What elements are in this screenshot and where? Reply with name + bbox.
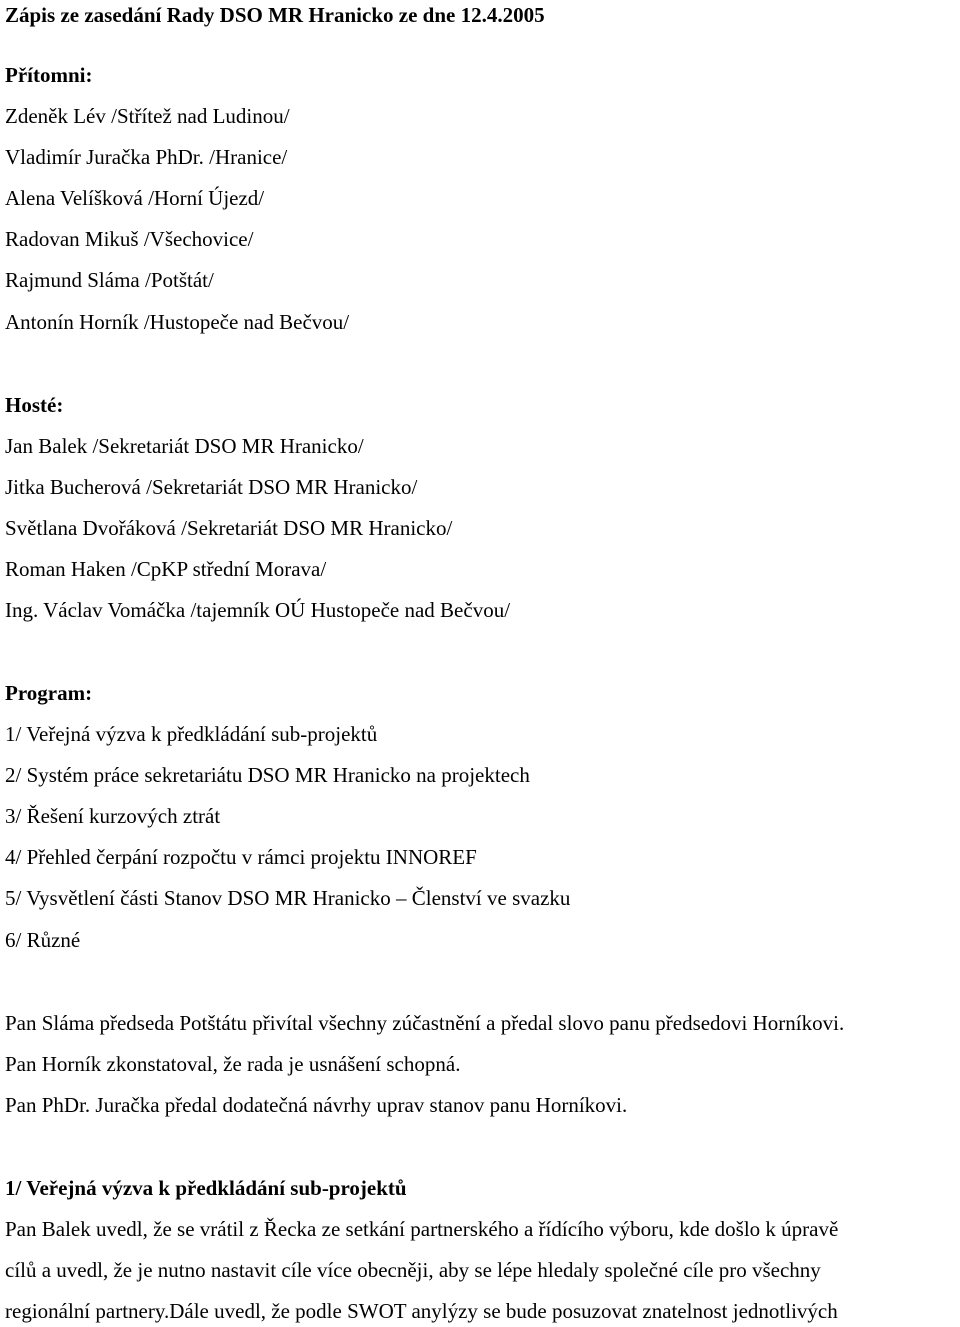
document-title: Zápis ze zasedání Rady DSO MR Hranicko ze dne 12.4.2005 — [5, 3, 545, 27]
attendee-line: Rajmund Sláma /Potštát/ — [5, 268, 214, 292]
guest-line: Jitka Bucherová /Sekretariát DSO MR Hranicko/ — [5, 475, 418, 499]
section-1-text-line: cílů a uvedl, že je nutno nastavit cíle více obecněji, aby se lépe hledaly společné cíle pro všechny — [5, 1258, 821, 1282]
attendees-heading: Přítomni: — [5, 63, 93, 87]
guest-line: Ing. Václav Vomáčka /tajemník OÚ Hustopeče nad Bečvou/ — [5, 598, 511, 622]
guests-heading: Hosté: — [5, 393, 64, 417]
intro-paragraph: Pan Sláma předseda Potštátu přivítal všechny zúčastnění a předal slovo panu předsedovi Horníkovi. — [5, 1011, 845, 1035]
program-item: 4/ Přehled čerpání rozpočtu v rámci projektu INNOREF — [5, 845, 477, 869]
attendee-line: Radovan Mikuš /Všechovice/ — [5, 227, 254, 251]
program-heading: Program: — [5, 681, 93, 705]
section-1-heading: 1/ Veřejná výzva k předkládání sub-projektů — [5, 1176, 407, 1200]
attendee-line: Vladimír Juračka PhDr. /Hranice/ — [5, 145, 288, 169]
program-item: 3/ Řešení kurzových ztrát — [5, 804, 221, 828]
program-item: 6/ Různé — [5, 928, 81, 952]
section-1-text-line: regionální partnery.Dále uvedl, že podle SWOT anylýzy se bude posuzovat znatelnost jednotlivých — [5, 1299, 838, 1323]
section-1-text-line: Pan Balek uvedl, že se vrátil z Řecka ze setkání partnerského a řídícího výboru, kde došlo k úpravě — [5, 1217, 839, 1241]
program-item: 1/ Veřejná výzva k předkládání sub-projektů — [5, 722, 378, 746]
guest-line: Světlana Dvořáková /Sekretariát DSO MR Hranicko/ — [5, 516, 453, 540]
intro-paragraph: Pan Horník zkonstatoval, že rada je usnášení schopná. — [5, 1052, 461, 1076]
attendee-line: Antonín Horník /Hustopeče nad Bečvou/ — [5, 310, 350, 334]
program-item: 2/ Systém práce sekretariátu DSO MR Hranicko na projektech — [5, 763, 530, 787]
guest-line: Jan Balek /Sekretariát DSO MR Hranicko/ — [5, 434, 364, 458]
intro-paragraph: Pan PhDr. Juračka předal dodatečná návrhy uprav stanov panu Horníkovi. — [5, 1093, 628, 1117]
guest-line: Roman Haken /CpKP střední Morava/ — [5, 557, 327, 581]
attendee-line: Alena Velíšková /Horní Újezd/ — [5, 186, 265, 210]
program-item: 5/ Vysvětlení části Stanov DSO MR Hranicko – Členství ve svazku — [5, 886, 571, 910]
attendee-line: Zdeněk Lév /Střítež nad Ludinou/ — [5, 104, 290, 128]
